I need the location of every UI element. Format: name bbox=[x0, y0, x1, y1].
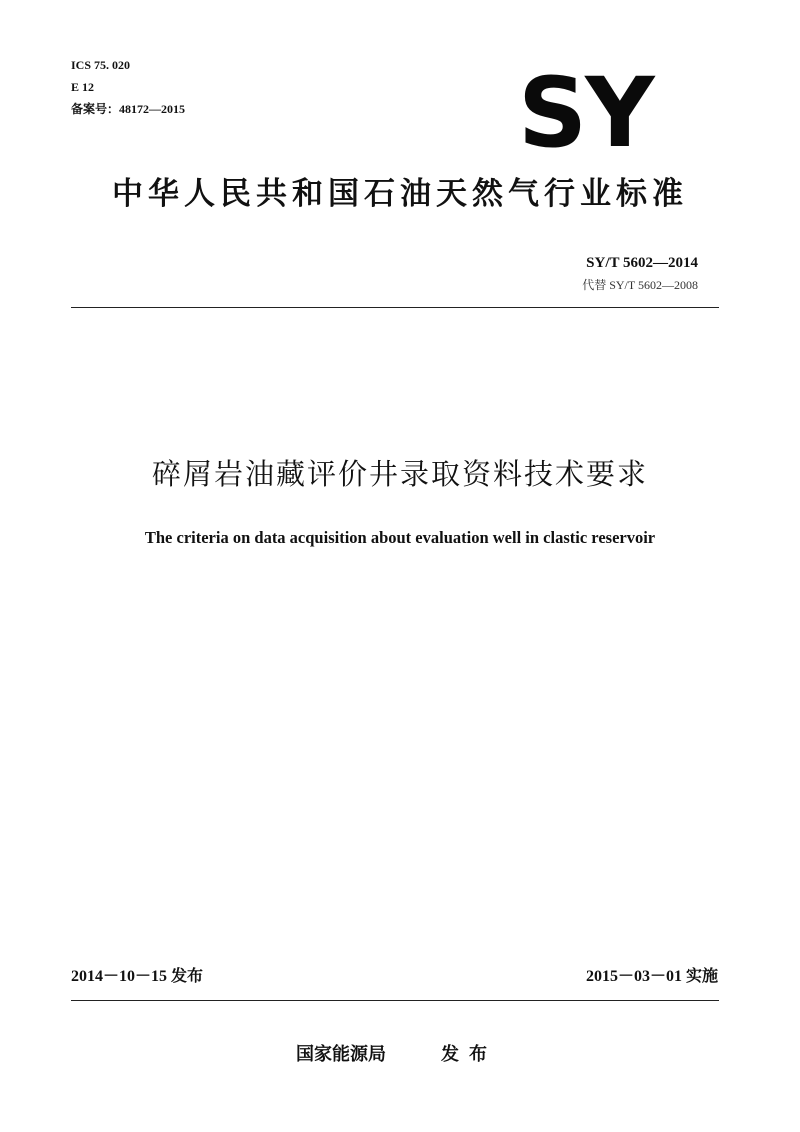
top-divider bbox=[71, 307, 719, 308]
standard-category-title: 中华人民共和国石油天然气行业标准 bbox=[112, 176, 688, 212]
issuing-authority: 国家能源局 bbox=[296, 1044, 386, 1065]
standard-number: SY/T 5602—2014 bbox=[586, 255, 698, 271]
filing-number: 备案号：48172—2015 bbox=[71, 102, 186, 116]
bottom-divider bbox=[71, 1000, 719, 1001]
replaces-standard: 代替 SY/T 5602—2008 bbox=[582, 278, 698, 292]
document-title: 碎屑岩油藏评价井录取资料技术要求 bbox=[151, 457, 648, 491]
issuing-action: 发布 bbox=[441, 1044, 497, 1065]
issue-date: 2014－10－15 发布 bbox=[71, 968, 204, 985]
effective-date: 2015－03－01 实施 bbox=[585, 968, 718, 985]
sy-logo: SY bbox=[518, 57, 653, 169]
classification-code: E 12 bbox=[71, 80, 95, 94]
ics-code: ICS 75. 020 bbox=[71, 58, 131, 72]
document-english-title: The criteria on data acquisition about evaluation well in clastic reservoir bbox=[144, 528, 656, 547]
